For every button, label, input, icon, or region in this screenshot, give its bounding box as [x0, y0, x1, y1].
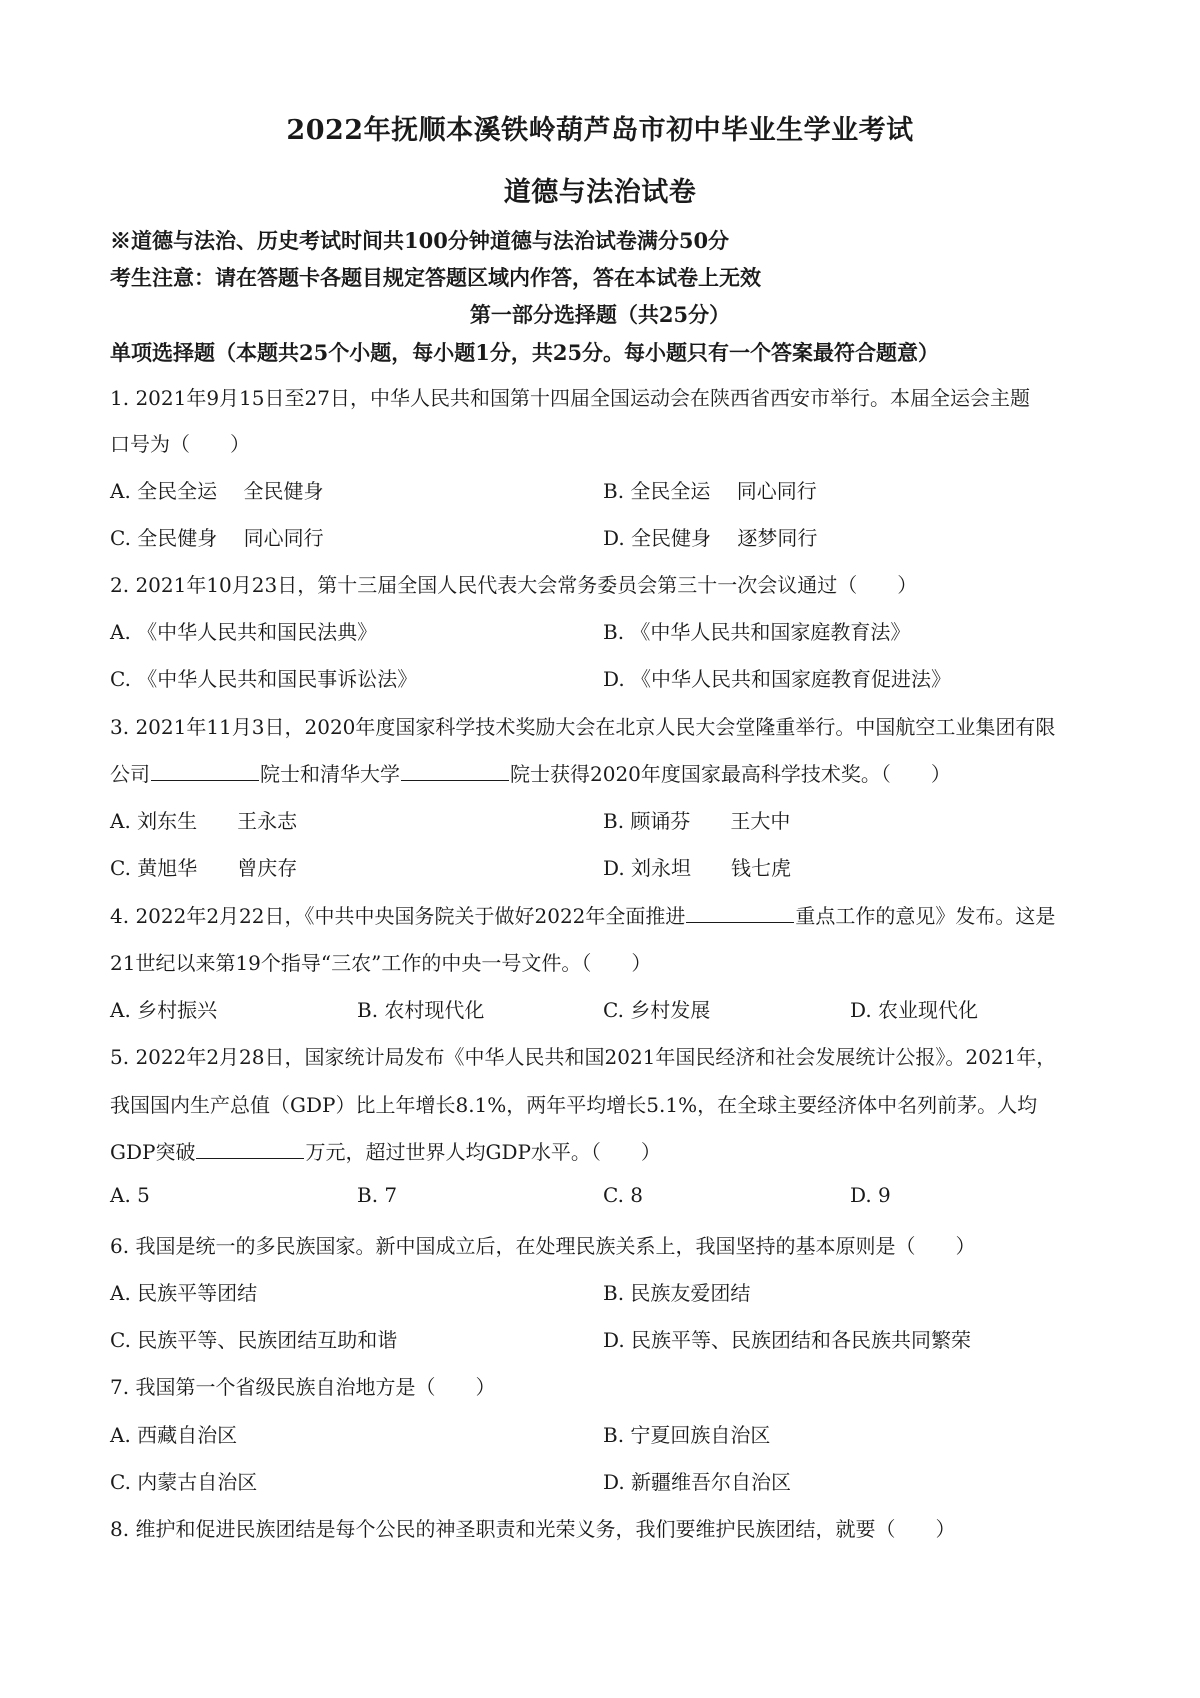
question-5-text-a: GDP突破 [110, 1140, 196, 1164]
question-4-option-b: B. 农村现代化 [357, 998, 485, 1022]
question-3-text-c: 院士获得2020年度国家最高科学技术奖。（ ） [510, 762, 951, 786]
question-4-option-d: D. 农业现代化 [850, 998, 979, 1022]
question-5-line-2: 我国国内生产总值（GDP）比上年增长8.1%，两年平均增长5.1%，在全球主要经济体中名列前茅。人均 [110, 1093, 1038, 1117]
question-7-option-b: B. 宁夏回族自治区 [603, 1423, 771, 1447]
question-5-text-b: 万元，超过世界人均GDP水平。（ ） [305, 1140, 661, 1164]
question-6-option-c: C. 民族平等、民族团结互助和谐 [110, 1328, 398, 1352]
question-2-option-a: A. 《中华人民共和国民法典》 [110, 620, 378, 644]
question-4-option-c: C. 乡村发展 [603, 998, 711, 1022]
question-5-line-3 [110, 1136, 661, 1165]
question-4-line-2: 21世纪以来第19个指导“三农”工作的中央一号文件。（ ） [110, 951, 652, 975]
question-2-option-b: B. 《中华人民共和国家庭教育法》 [603, 620, 911, 644]
answer-blank [686, 904, 794, 923]
question-4-line-1 [110, 900, 1055, 929]
question-3-option-c: C. 黄旭华 曾庆存 [110, 856, 298, 880]
question-2-line-1: 2. 2021年10月23日，第十三届全国人民代表大会常务委员会第三十一次会议通过（ ） [110, 573, 918, 597]
question-1-option-b: B. 全民全运 同心同行 [603, 479, 817, 503]
question-3-line-2 [110, 758, 951, 787]
question-7-line-1: 7. 我国第一个省级民族自治地方是（ ） [110, 1375, 496, 1399]
question-6-line-1: 6. 我国是统一的多民族国家。新中国成立后，在处理民族关系上，我国坚持的基本原则是（ ） [110, 1234, 976, 1258]
question-6-option-b: B. 民族友爱团结 [603, 1281, 751, 1305]
answer-blank [196, 1140, 304, 1159]
part-heading: 第一部分选择题（共25分） [469, 302, 731, 327]
question-3-text-a: 公司 [110, 762, 150, 786]
answer-blank [151, 762, 259, 781]
question-5-option-c: C. 8 [603, 1183, 644, 1207]
exam-time-note: ※道德与法治、历史考试时间共100分钟道德与法治试卷满分50分 [110, 228, 730, 253]
question-5-line-1: 5. 2022年2月28日，国家统计局发布《中华人民共和国2021年国民经济和社会发展统计公报》。2021年， [110, 1045, 1057, 1069]
question-6-option-d: D. 民族平等、民族团结和各民族共同繁荣 [603, 1328, 972, 1352]
question-4-text-b: 重点工作的意见》发布。这是 [795, 904, 1056, 928]
question-2-option-c: C. 《中华人民共和国民事诉讼法》 [110, 667, 418, 691]
question-7-option-a: A. 西藏自治区 [110, 1423, 238, 1447]
question-5-option-a: A. 5 [110, 1183, 150, 1207]
question-4-option-a: A. 乡村振兴 [110, 998, 218, 1022]
question-3-option-a: A. 刘东生 王永志 [110, 809, 298, 833]
answer-blank [401, 762, 509, 781]
question-1-line-1: 1. 2021年9月15日至27日，中华人民共和国第十四届全国运动会在陕西省西安市举行。本届全运会主题 [110, 386, 1030, 410]
question-1-option-d: D. 全民健身 逐梦同行 [603, 526, 818, 550]
question-3-option-b: B. 顾诵芬 王大中 [603, 809, 791, 833]
question-3-line-1: 3. 2021年11月3日，2020年度国家科学技术奖励大会在北京人民大会堂隆重举行。中国航空工业集团有限 [110, 715, 1056, 739]
exam-subtitle: 道德与法治试卷 [503, 177, 697, 208]
exam-title: 2022年抚顺本溪铁岭葫芦岛市初中毕业生学业考试 [286, 115, 914, 146]
question-1-option-a: A. 全民全运 全民健身 [110, 479, 324, 503]
question-5-option-b: B. 7 [357, 1183, 398, 1207]
question-1-line-2: 口号为（ ） [110, 432, 250, 456]
candidate-notice: 考生注意：请在答题卡各题目规定答题区域内作答，答在本试卷上无效 [110, 265, 761, 290]
section-heading: 单项选择题（本题共25个小题，每小题1分，共25分。每小题只有一个答案最符合题意） [110, 340, 940, 365]
question-3-text-b: 院士和清华大学 [260, 762, 400, 786]
question-5-option-d: D. 9 [850, 1183, 891, 1207]
question-4-text-a: 4. 2022年2月22日，《中共中央国务院关于做好2022年全面推进 [110, 904, 686, 928]
question-6-option-a: A. 民族平等团结 [110, 1281, 258, 1305]
question-1-option-c: C. 全民健身 同心同行 [110, 526, 324, 550]
question-7-option-c: C. 内蒙古自治区 [110, 1470, 258, 1494]
question-7-option-d: D. 新疆维吾尔自治区 [603, 1470, 792, 1494]
question-2-option-d: D. 《中华人民共和国家庭教育促进法》 [603, 667, 952, 691]
question-8-line-1: 8. 维护和促进民族团结是每个公民的神圣职责和光荣义务，我们要维护民族团结，就要（ ） [110, 1517, 956, 1541]
question-3-option-d: D. 刘永坦 钱七虎 [603, 856, 792, 880]
